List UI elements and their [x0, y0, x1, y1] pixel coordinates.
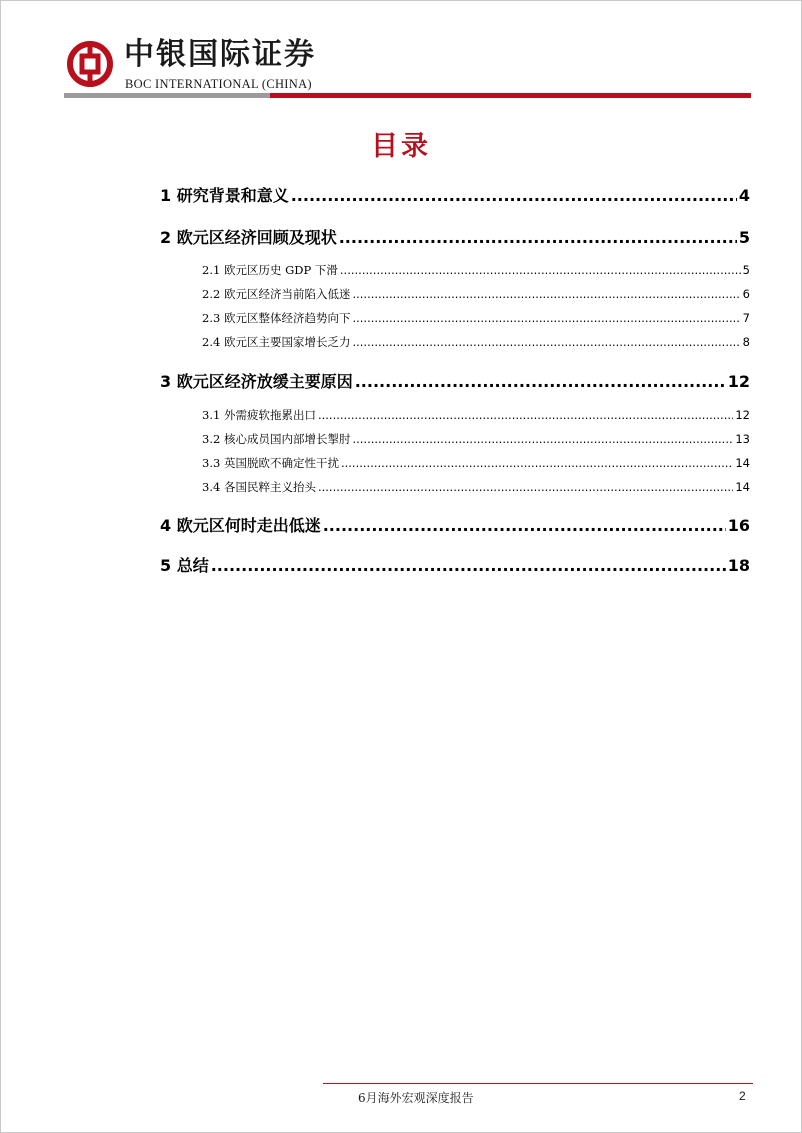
toc-entry-label: 3.3 英国脱欧不确定性干扰	[202, 456, 339, 470]
brand-name-en: BOC INTERNATIONAL (CHINA)	[125, 77, 312, 91]
footer-rule	[323, 1083, 753, 1084]
toc-leader-dots	[291, 186, 737, 205]
toc-entry-label: 2.3 欧元区整体经济趋势向下	[202, 311, 351, 325]
toc-entry-label: 4 欧元区何时走出低迷	[160, 516, 321, 535]
toc-entry-page: 12	[735, 408, 750, 422]
toc-entry-page: 8	[742, 335, 750, 349]
toc-entry-label: 2.4 欧元区主要国家增长乏力	[202, 335, 351, 349]
toc-entry-label: 3.4 各国民粹主义抬头	[202, 480, 316, 494]
toc-entry-label: 3.1 外需疲软拖累出口	[202, 408, 316, 422]
toc-entry-3-1[interactable]	[202, 407, 750, 425]
toc-entry-3-4[interactable]	[202, 479, 750, 497]
toc-entry-page: 14	[735, 456, 750, 470]
toc-entry-2-2[interactable]	[202, 286, 750, 304]
toc-entry-label: 3 欧元区经济放缓主要原因	[160, 372, 353, 391]
toc-leader-dots	[352, 335, 740, 349]
toc-entry-3[interactable]	[160, 369, 750, 393]
toc-entry-page: 16	[727, 516, 750, 535]
toc-entry-1[interactable]	[160, 183, 750, 207]
toc-entry-page: 14	[735, 480, 750, 494]
toc-entry-page: 12	[727, 372, 750, 391]
toc-entry-page: 18	[727, 556, 750, 575]
toc-entry-label: 1 研究背景和意义	[160, 186, 289, 205]
toc-entry-3-2[interactable]	[202, 431, 750, 449]
toc-leader-dots	[340, 263, 741, 277]
toc-leader-dots	[341, 456, 733, 470]
toc-entry-label: 5 总结	[160, 556, 209, 575]
toc-leader-dots	[352, 287, 740, 301]
footer-page-number: 2	[739, 1089, 746, 1103]
toc-entry-label: 2 欧元区经济回顾及现状	[160, 228, 337, 247]
toc-entry-3-3[interactable]	[202, 455, 750, 473]
toc-entry-label: 3.2 核心成员国内部增长掣肘	[202, 432, 351, 446]
boc-coin-icon	[66, 40, 114, 88]
toc-entry-2-1[interactable]	[202, 262, 750, 280]
toc-leader-dots	[323, 516, 726, 535]
toc-title: 目录	[371, 131, 431, 162]
toc-leader-dots	[355, 372, 726, 391]
toc-entry-4[interactable]	[160, 513, 750, 537]
toc-entry-2[interactable]	[160, 225, 750, 249]
toc-entry-page: 5	[738, 228, 750, 247]
toc-entry-page: 13	[735, 432, 750, 446]
toc-leader-dots	[339, 228, 737, 247]
toc-leader-dots	[318, 480, 733, 494]
toc-leader-dots	[211, 556, 726, 575]
toc-entry-page: 5	[742, 263, 750, 277]
toc-entry-2-4[interactable]	[202, 334, 750, 352]
toc-leader-dots	[352, 311, 740, 325]
toc-entry-2-3[interactable]	[202, 310, 750, 328]
toc-leader-dots	[352, 432, 733, 446]
toc-leader-dots	[318, 408, 733, 422]
toc-entry-label: 2.2 欧元区经济当前陷入低迷	[202, 287, 351, 301]
header-rule	[64, 93, 751, 98]
toc-entry-page: 6	[742, 287, 750, 301]
toc-entry-page: 4	[738, 186, 750, 205]
footer-report-title: 6月海外宏观深度报告	[358, 1091, 474, 1105]
brand-name-cn: 中银国际证券	[124, 37, 316, 72]
toc-entry-5[interactable]	[160, 553, 750, 577]
toc-entry-label: 2.1 欧元区历史 GDP 下滑	[202, 263, 338, 277]
toc-entry-page: 7	[742, 311, 750, 325]
